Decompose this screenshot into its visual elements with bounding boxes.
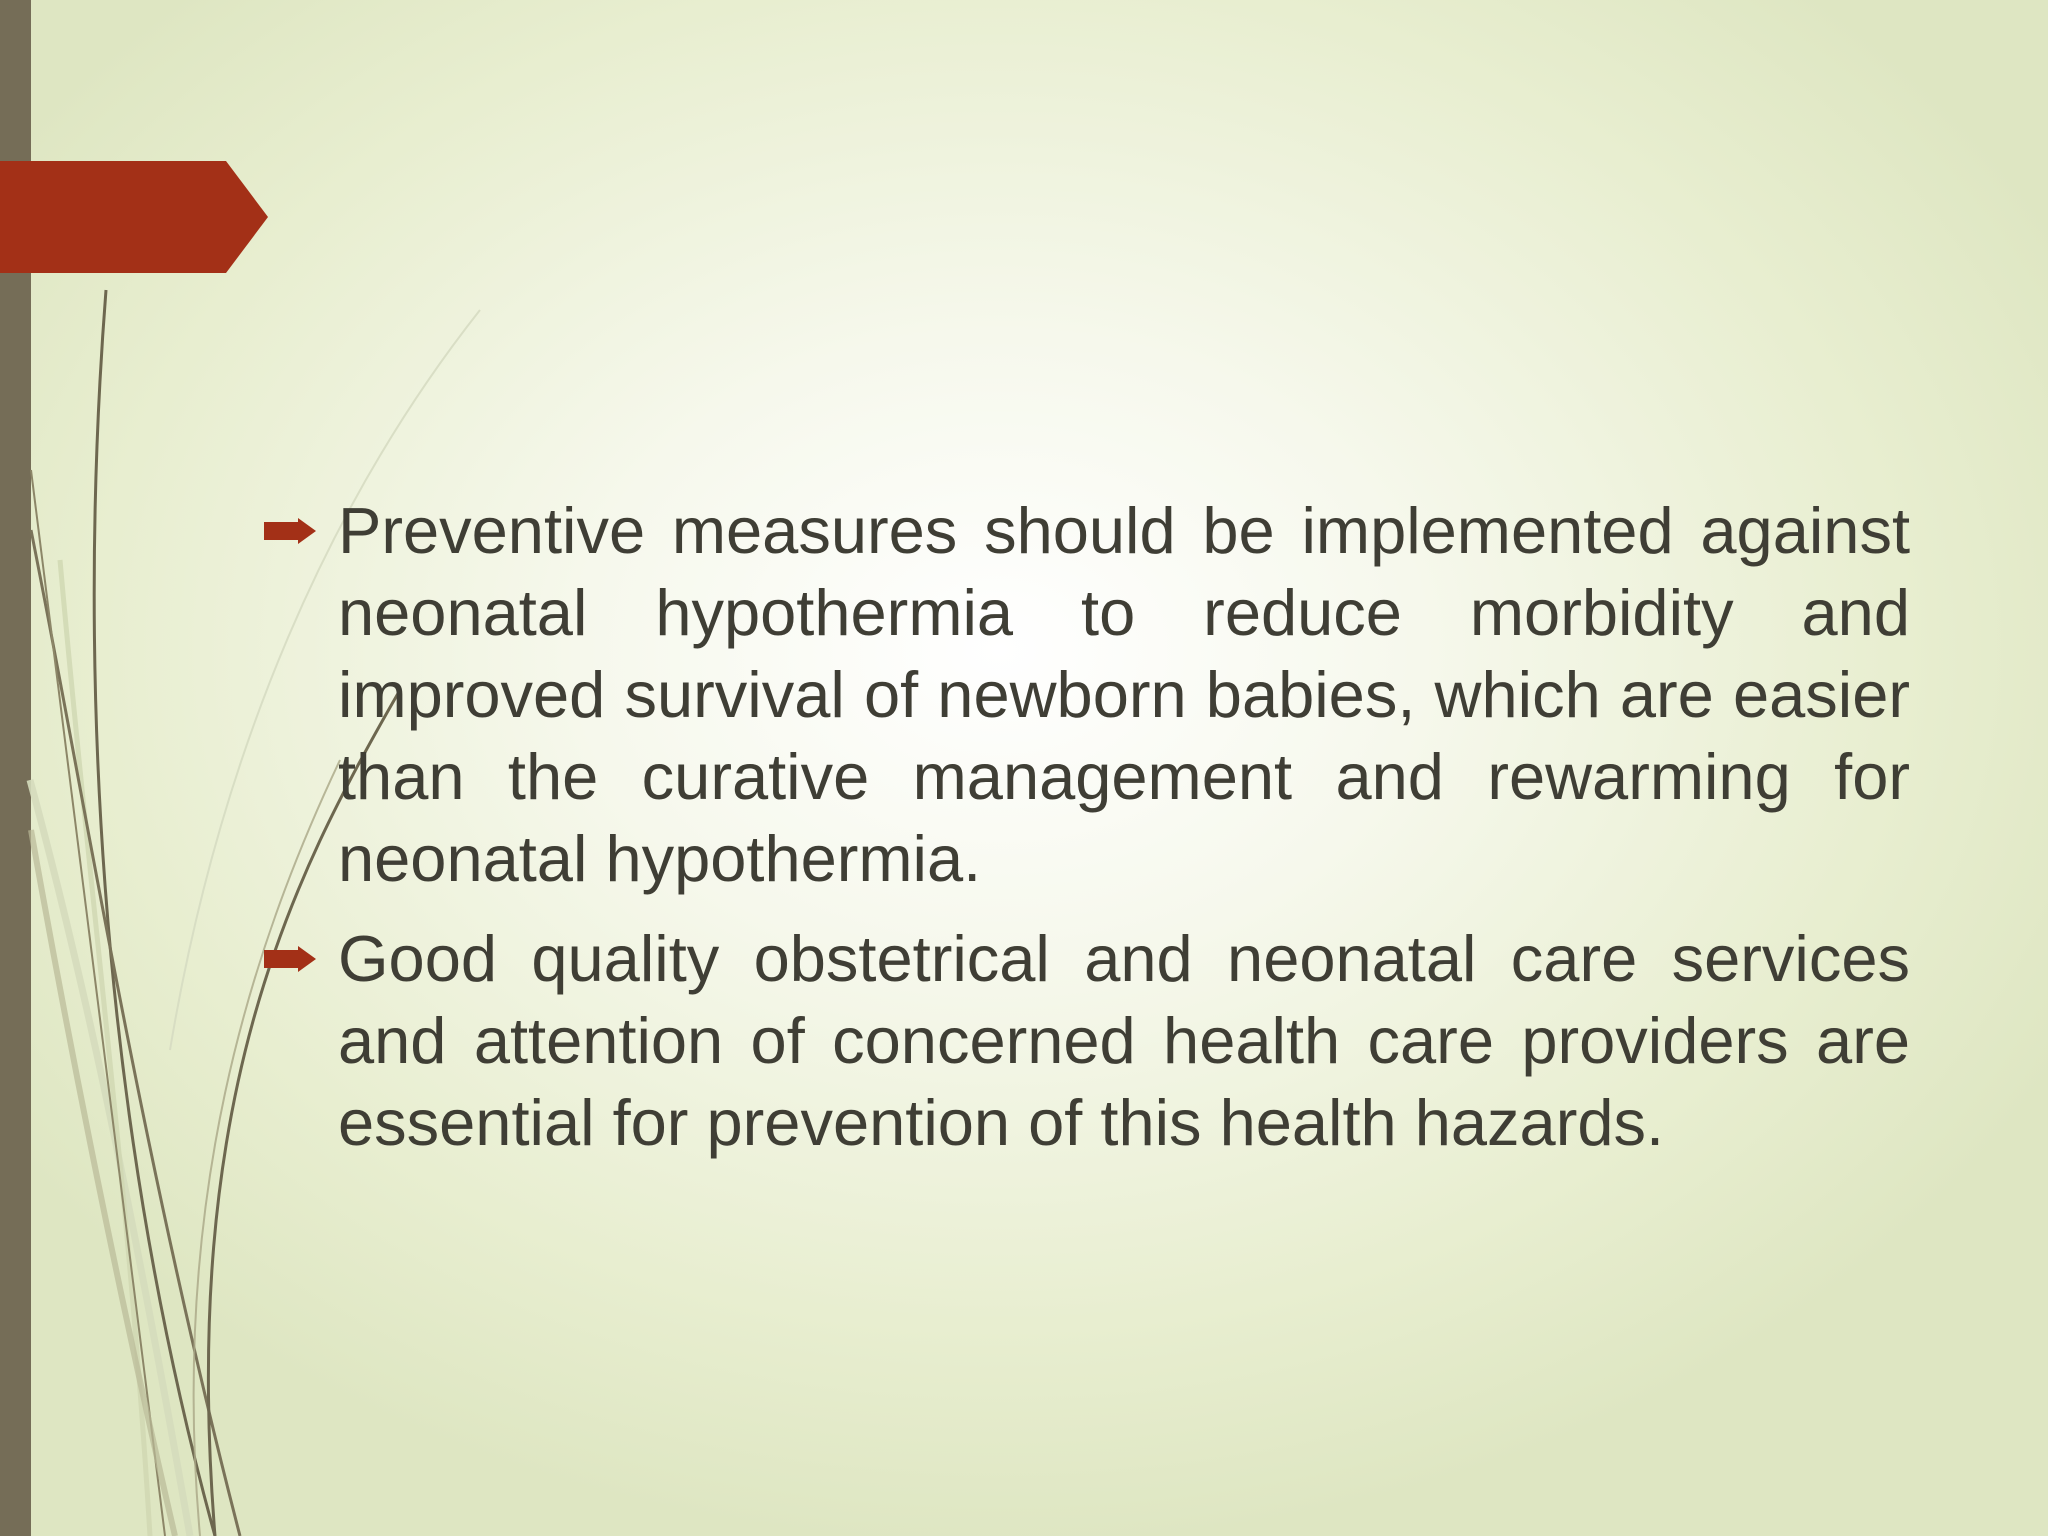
bullet-text: Good quality obstetrical and neonatal care services and attention of concerned health care providers are essential for prevention of this health hazards. [338, 922, 1910, 1159]
bullet-item [258, 490, 1910, 900]
slide-content [258, 490, 1910, 1182]
bullet-text: Preventive measures should be implemented against neonatal hypothermia to reduce morbidity and improved survival of newborn babies, which are easier than the curative management and rewarming for neonatal hypothermia. [338, 494, 1910, 895]
arrow-bullet-icon [264, 946, 316, 972]
bullet-item [258, 918, 1910, 1164]
arrow-bullet-icon [264, 518, 316, 544]
red-arrow-tab [0, 161, 268, 273]
